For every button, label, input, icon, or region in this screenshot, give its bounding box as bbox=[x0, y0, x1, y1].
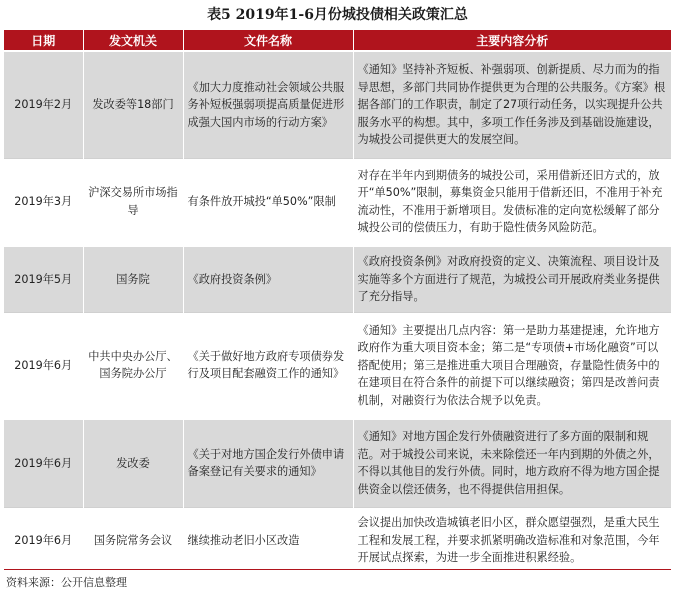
bottom-rule bbox=[4, 569, 671, 570]
table-row bbox=[4, 51, 671, 158]
cell-document: 《加大力度推动社会领域公共服务补短板强弱项提高质量促进形成强大国内市场的行动方案》 bbox=[183, 51, 353, 158]
table-row bbox=[4, 312, 671, 419]
cell-analysis: 《通知》主要提出几点内容：第一是助力基建提速，允许地方政府作为重大项目资本金；第二是“专项债+市场化融资”可以搭配使用；第三是推进重大项目合理融资，存量隐性债务中的在建项目在符合条件的前提下可以继续融资；第四是改善问责机制，对融资行为依法合规予以免责。 bbox=[353, 312, 671, 419]
cell-date: 2019年2月 bbox=[4, 51, 83, 158]
cell-analysis: 《政府投资条例》对政府投资的定义、决策流程、项目设计及实施等多个方面进行了规范，为城投公司开展政府类业务提供了充分指导。 bbox=[353, 246, 671, 312]
source-note: 资料来源：公开信息整理 bbox=[6, 576, 127, 589]
cell-date: 2019年5月 bbox=[4, 246, 83, 312]
header-document: 文件名称 bbox=[183, 30, 353, 51]
cell-issuer: 沪深交易所市场指导 bbox=[83, 158, 183, 246]
cell-date: 2019年6月 bbox=[4, 312, 83, 419]
cell-date: 2019年6月 bbox=[4, 419, 83, 507]
cell-issuer: 发改委 bbox=[83, 419, 183, 507]
header-analysis: 主要内容分析 bbox=[353, 30, 671, 51]
cell-issuer: 发改委等18部门 bbox=[83, 51, 183, 158]
cell-document: 《关于对地方国企发行外债申请备案登记有关要求的通知》 bbox=[183, 419, 353, 507]
cell-analysis: 《通知》坚持补齐短板、补强弱项、创新提质、尽力而为的指导思想，多部门共同协作提供更为合理的公共服务。《方案》根据各部门的工作职责，制定了27项行动任务，以实现提升公共服务水平的构想。其中，多项工作任务涉及到基础设施建设，为城投公司提供更大的发展空间。 bbox=[353, 51, 671, 158]
cell-date: 2019年6月 bbox=[4, 507, 83, 573]
cell-document: 有条件放开城投“单50%”限制 bbox=[183, 158, 353, 246]
table-header-row bbox=[4, 30, 671, 51]
cell-issuer: 国务院 bbox=[83, 246, 183, 312]
header-issuer: 发文机关 bbox=[83, 30, 183, 51]
cell-document: 《政府投资条例》 bbox=[183, 246, 353, 312]
table-row bbox=[4, 419, 671, 507]
table-row bbox=[4, 158, 671, 246]
table-row bbox=[4, 507, 671, 573]
cell-document: 继续推动老旧小区改造 bbox=[183, 507, 353, 573]
cell-analysis: 会议提出加快改造城镇老旧小区，群众愿望强烈，是重大民生工程和发展工程，并要求抓紧明确改造标准和对象范围，今年开展试点探索，为进一步全面推进积累经验。 bbox=[353, 507, 671, 573]
table-title: 表5 2019年1-6月份城投债相关政策汇总 bbox=[207, 7, 468, 23]
policy-table bbox=[4, 30, 671, 573]
cell-analysis: 《通知》对地方国企发行外债融资进行了多方面的限制和规范。对于城投公司来说，未来除偿还一年内到期的外债之外，不得以其他目的发行外债。同时，地方政府不得为地方国企提供资金以偿还债务，也不得提供信用担保。 bbox=[353, 419, 671, 507]
cell-date: 2019年3月 bbox=[4, 158, 83, 246]
cell-analysis: 对存在半年内到期债务的城投公司，采用借新还旧方式的，放开“单50%”限制，募集资金只能用于借新还旧，不准用于补充流动性，不准用于新增项目。发债标准的定向宽松缓解了部分城投公司的偿债压力，有助于隐性债务风险防范。 bbox=[353, 158, 671, 246]
cell-issuer: 国务院常务会议 bbox=[83, 507, 183, 573]
cell-document: 《关于做好地方政府专项债券发行及项目配套融资工作的通知》 bbox=[183, 312, 353, 419]
header-date: 日期 bbox=[4, 30, 83, 51]
cell-issuer: 中共中央办公厅、国务院办公厅 bbox=[83, 312, 183, 419]
table-row bbox=[4, 246, 671, 312]
